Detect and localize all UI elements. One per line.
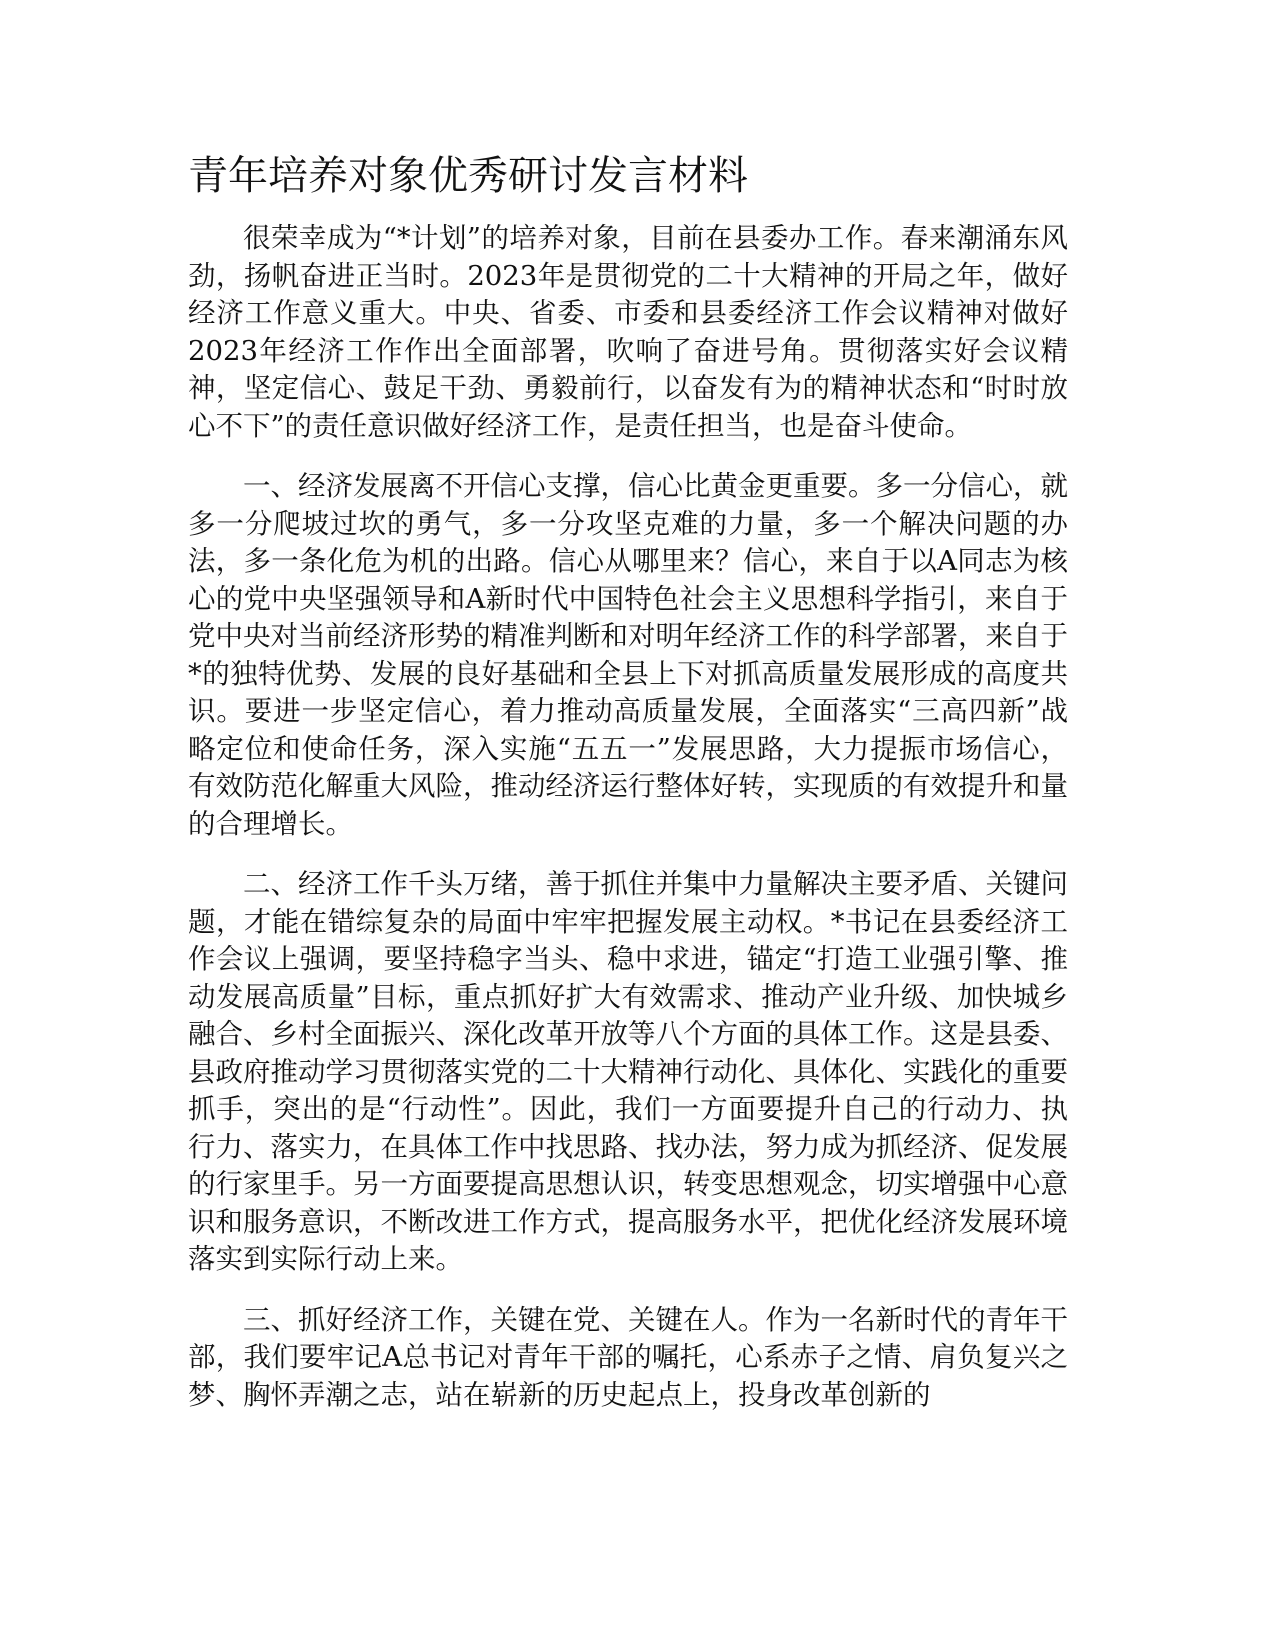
paragraph-section-2: 二、经济工作千头万绪，善于抓住并集中力量解决主要矛盾、关键问题，才能在错综复杂的局面中牢牢把握发展主动权。*书记在县委经济工作会议上强调，要坚持稳字当头、稳中求进，锚定“打造工业强引擎、推动发展高质量”目标，重点抓好扩大有效需求、推动产业升级、加快城乡融合、乡村全面振兴、深化改革开放等八个方面的具体工作。这是县委、县政府推动学习贯彻落实党的二十大精神行动化、具体化、实践化的重要抓手，突出的是“行动性”。因此，我们一方面要提升自己的行动力、执行力、落实力，在具体工作中找思路、找办法，努力成为抓经济、促发展的行家里手。另一方面要提高思想认识，转变思想观念，切实增强中心意识和服务意识，不断改进工作方式，提高服务水平，把优化经济发展环境落实到实际行动上来。 [188, 868, 1068, 1275]
paragraph-section-3: 三、抓好经济工作，关键在党、关键在人。作为一名新时代的青年干部，我们要牢记A总书记对青年干部的嘱托，心系赤子之情、肩负复兴之梦、胸怀弄潮之志，站在崭新的历史起点上，投身改革创新的 [188, 1303, 1068, 1411]
document-body [188, 220, 1068, 1437]
paragraph-section-1: 一、经济发展离不开信心支撑，信心比黄金更重要。多一分信心，就多一分爬坡过坎的勇气，多一分攻坚克难的力量，多一个解决问题的办法，多一条化危为机的出路。信心从哪里来？信心，来自于以A同志为核心的党中央坚强领导和A新时代中国特色社会主义思想科学指引，来自于党中央对当前经济形势的精准判断和对明年经济工作的科学部署，来自于*的独特优势、发展的良好基础和全县上下对抓高质量发展形成的高度共识。要进一步坚定信心，着力推动高质量发展，全面落实“三高四新”战略定位和使命任务，深入实施“五五一”发展思路，大力提振市场信心，有效防范化解重大风险，推动经济运行整体好转，实现质的有效提升和量的合理增长。 [188, 470, 1068, 840]
document-title: 青年培养对象优秀研讨发言材料 [188, 153, 748, 199]
paragraph-intro: 很荣幸成为“*计划”的培养对象，目前在县委办工作。春来潮涌东风劲，扬帆奋进正当时。2023年是贯彻党的二十大精神的开局之年，做好经济工作意义重大。中央、省委、市委和县委经济工作会议精神对做好2023年经济工作作出全面部署，吹响了奋进号角。贯彻落实好会议精神，坚定信心、鼓足干劲、勇毅前行，以奋发有为的精神状态和“时时放心不下”的责任意识做好经济工作，是责任担当，也是奋斗使命。 [188, 222, 1068, 442]
